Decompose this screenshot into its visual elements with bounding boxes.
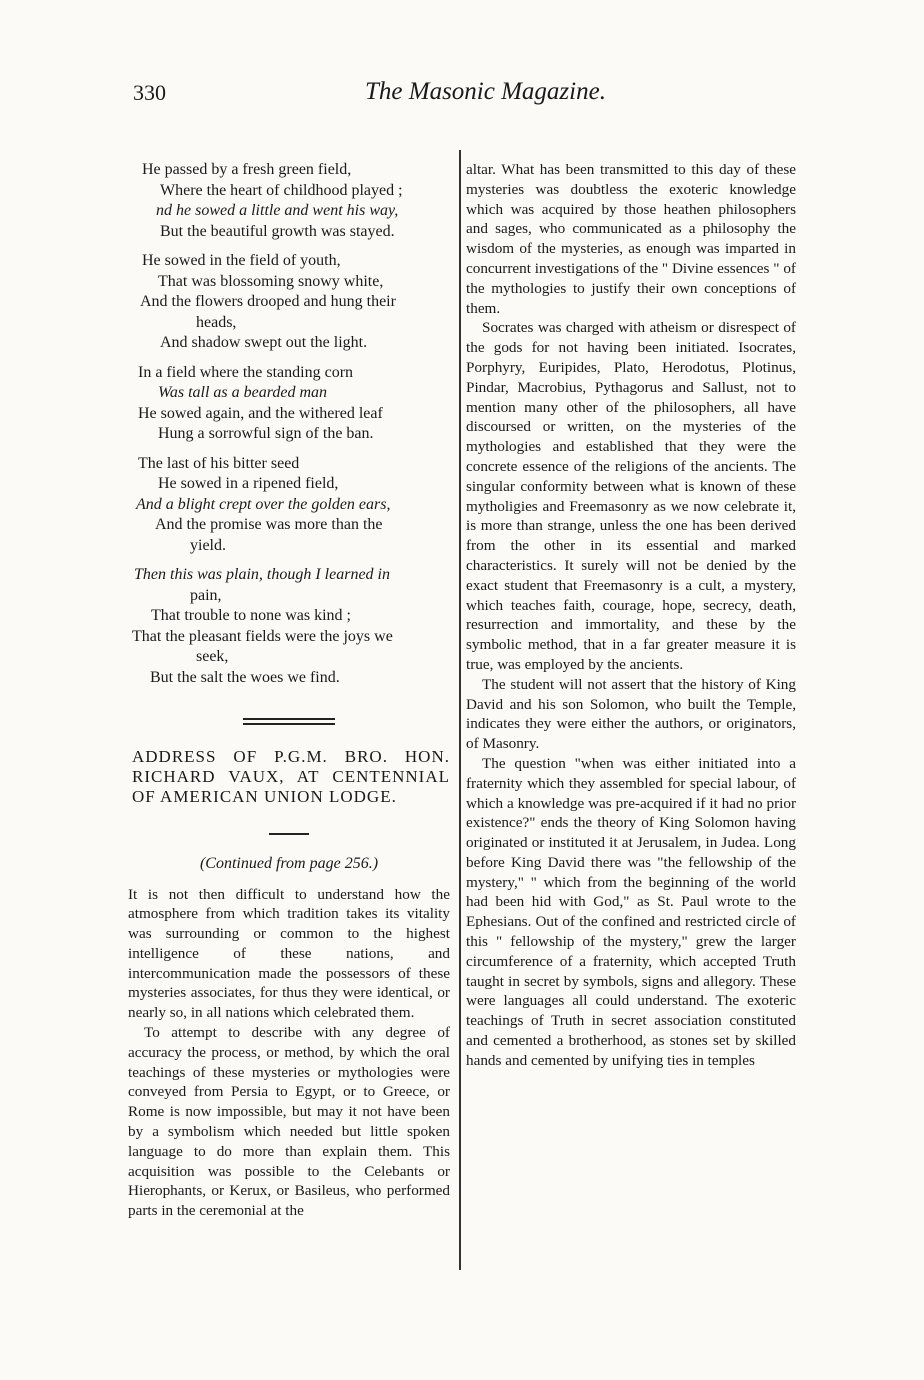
page-number: 330 — [133, 80, 166, 105]
poem-line: He passed by a fresh green field, — [142, 161, 352, 178]
poem-stanza — [128, 363, 450, 445]
poem-line: That was blossoming snowy white, — [158, 272, 384, 290]
poem-line: seek, — [196, 648, 229, 665]
poem-line: In a field where the standing corn — [138, 363, 354, 381]
poem-stanza — [128, 454, 450, 557]
paragraph: It is not then difficult to understand how the atmosphere from which tradition takes its vitality was surrounding or common to the highest intelligence of these nations, and intercommunication made the possessors of these mysteries associates, for thus they were identical, or nearly so, in all nations which celebrated them. — [128, 885, 450, 1022]
poem-line: And shadow swept out the light. — [160, 334, 368, 351]
poem-stanza — [128, 565, 450, 688]
poem-stanza — [128, 251, 450, 354]
poem-line: But the salt the woes we find. — [150, 668, 340, 686]
page-header — [0, 80, 924, 120]
poem-line: And the flowers drooped and hung their — [140, 293, 396, 310]
column-divider — [459, 150, 461, 1270]
continued-note: (Continued from page 256.) — [199, 854, 379, 872]
poem-line: But the beautiful growth was stayed. — [160, 222, 395, 240]
paragraph: The student will not assert that the history of King David and his son Solomon, who built the Temple, indicates they were either the authors, or originators, of Masonry. — [466, 675, 796, 753]
poem-line: That trouble to none was kind ; — [151, 607, 351, 624]
left-article-text — [128, 885, 450, 1222]
poem-line: The last of his bitter seed — [138, 454, 300, 472]
poem-line: He sowed in the field of youth, — [142, 252, 341, 269]
poem-line: Where the heart of childhood played ; — [160, 181, 403, 199]
poem-line: heads, — [196, 313, 237, 331]
left-column — [128, 160, 450, 1221]
poem-line: Then this was plain, though I learned in — [134, 566, 390, 583]
poem-line: Was tall as a bearded man — [158, 384, 328, 401]
article-title: ADDRESS OF P.G.M. BRO. HON. RICHARD VAUX, AT CENTENNIAL OF AMERICAN UNION LODGE. — [132, 747, 450, 806]
paragraph: altar. What has been transmitted to this day of these mysteries was doubtless the exoteric knowledge which was acquired by those heathen philosophers and sages, who communicated as a philosophy the wisdom of the mysteries, as enough was imparted in concurrent investigations of the " Divine essences " of the mythologies to justify their own conceptions of them. — [466, 161, 796, 317]
poem-stanza — [128, 160, 450, 242]
running-title: The Masonic Magazine. — [365, 78, 606, 105]
poem-line: And a blight crept over the golden ears, — [136, 495, 391, 513]
poem — [128, 160, 450, 688]
right-article-text — [466, 160, 796, 1071]
section-double-rule — [243, 718, 335, 725]
short-rule — [269, 833, 309, 835]
poem-line: yield. — [190, 536, 226, 554]
poem-line: He sowed again, and the withered leaf — [138, 404, 383, 422]
poem-line: And the promise was more than the — [155, 516, 383, 533]
paragraph: Socrates was charged with atheism or disrespect of the gods for not having been initiated. Isocrates, Porphyry, Euripides, Plato, Herodotus, Plotinus, Pindar, Macrobius, Pythagorus and Sallust, not to mention many other of the philosophers, all have discoursed or written, on the mysteries of the mythologies and established that they were the concrete essence of the religions of the ancients. The singular conformity between what is known of these mytholigies and Freemasonry as we now celebrate it, is more than strange, unless the one has been derived from the other in its essential and marked characteristics. It surely will not be denied by the exact student that Freemasonry is a cult, a mystery, which teaches faith, courage, hope, secrecy, death, resurrection and immortality, and these by the symbolic method, that in a far greater measure it is true, was employed by the ancients. — [466, 319, 796, 673]
poem-line: nd he sowed a little and went his way, — [156, 202, 399, 219]
paragraph: The question "when was either initiated into a fraternity which they assembled for special labour, of which a knowledge was pre-acquired if it had no prior existence?" ends the theory of King Solomon having originated or instituted it at Jerusalem, in Judea. Long before King David there was "the fellowship of the mystery," " which from the beginning of the world had been hid with God," as St. Paul wrote to the Ephesians. Out of the confined and restricted circle of this " fellowship of the mystery," grew the larger circumference of a fraternity, which accepted Truth taught in secret by symbols, signs and allegory. These were languages all could understand. The exoteric teachings of Truth in secret association constituted and cemented a brotherhood, as stones set by skilled hands and cemented by unifying ties in temples — [466, 754, 796, 1069]
paragraph: To attempt to describe with any degree of accuracy the process, or method, by which the oral teachings of these mysteries or mythologies were conveyed from Persia to Egypt, or to Greece, or Rome is now impossible, but may it not have been by a symbolism which needed but little spoken language to do more than explain them. This acquisition was possible to the Celebants or Hierophants, or Kerux, or Basileus, who performed parts in the ceremonial at the — [128, 1024, 450, 1220]
right-column — [466, 160, 796, 1071]
poem-line: pain, — [190, 586, 222, 604]
poem-line: He sowed in a ripened field, — [158, 475, 339, 492]
poem-line: That the pleasant fields were the joys we — [132, 627, 393, 645]
poem-line: Hung a sorrowful sign of the ban. — [158, 425, 374, 442]
